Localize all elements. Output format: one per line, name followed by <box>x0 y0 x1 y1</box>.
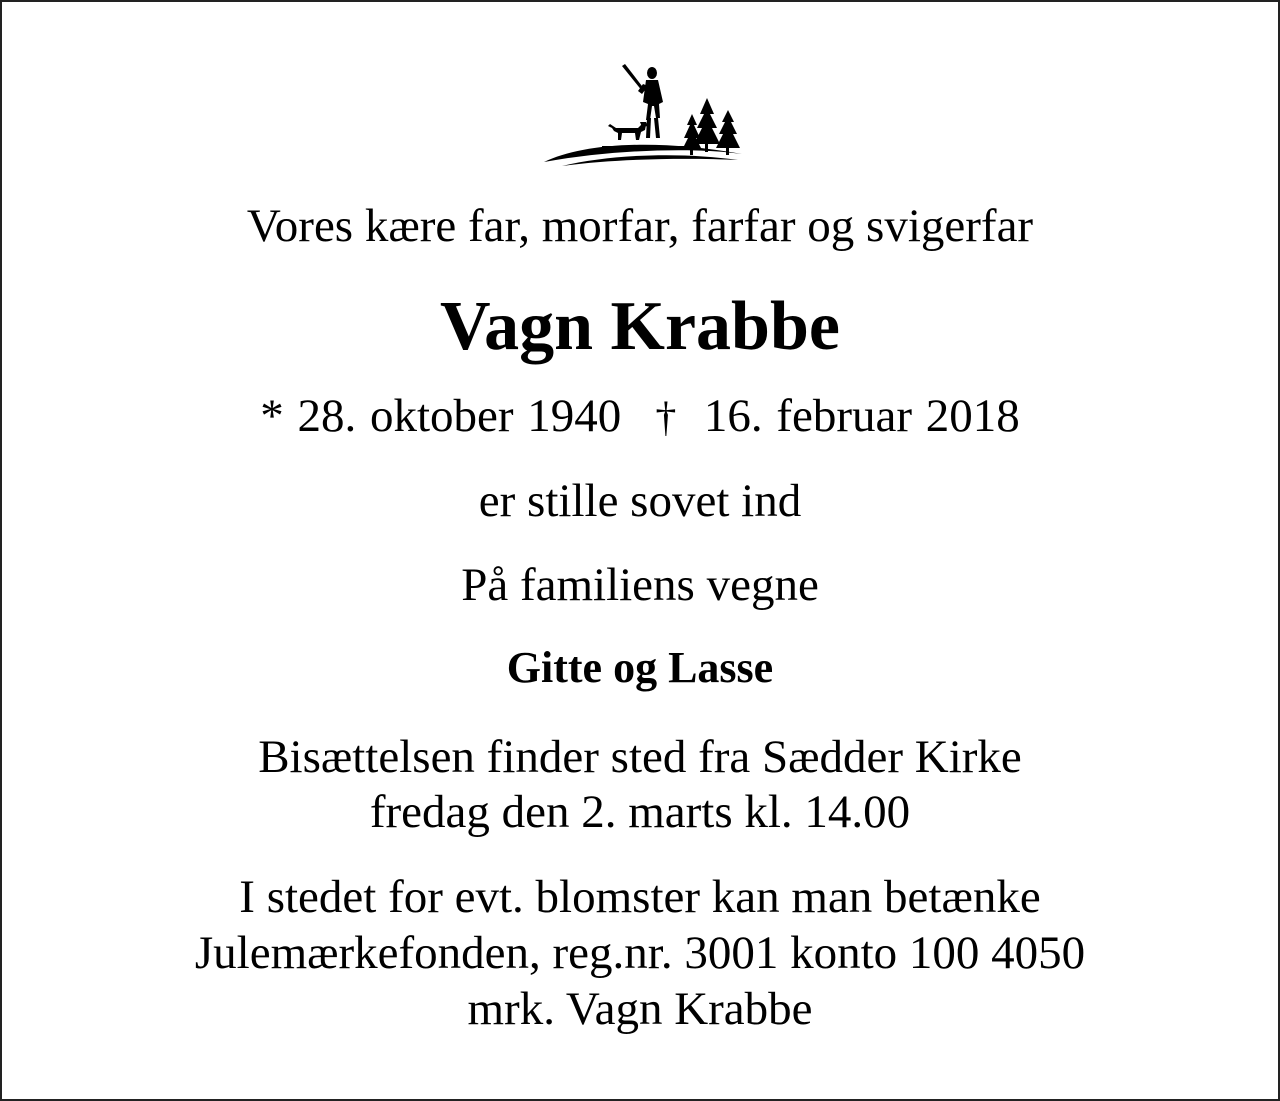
rest-line: er stille sovet ind <box>478 475 802 527</box>
life-dates <box>2 390 1278 442</box>
signers: Gitte og Lasse <box>506 643 774 692</box>
deceased-name: Vagn Krabbe <box>439 288 840 365</box>
flowers-line-1: I stedet for evt. blomster kan man betænke <box>239 871 1041 923</box>
death-cross-symbol: † <box>655 395 677 441</box>
flowers-line-2: Julemærkefonden, reg.nr. 3001 konto 100 4050 <box>194 927 1086 979</box>
hunter-with-dog-and-pine-trees-icon <box>542 62 746 168</box>
service-line-2: fredag den 2. marts kl. 14.00 <box>369 786 911 838</box>
flowers-line-3: mrk. Vagn Krabbe <box>467 983 813 1035</box>
death-date: 16. februar 2018 <box>703 390 1020 442</box>
birth-date: * 28. oktober 1940 <box>260 390 622 442</box>
on-behalf-line: På familiens vegne <box>461 559 819 611</box>
service-line-1: Bisættelsen finder sted fra Sædder Kirke <box>258 731 1022 783</box>
intro-line: Vores kære far, morfar, farfar og svigerfar <box>246 200 1034 252</box>
